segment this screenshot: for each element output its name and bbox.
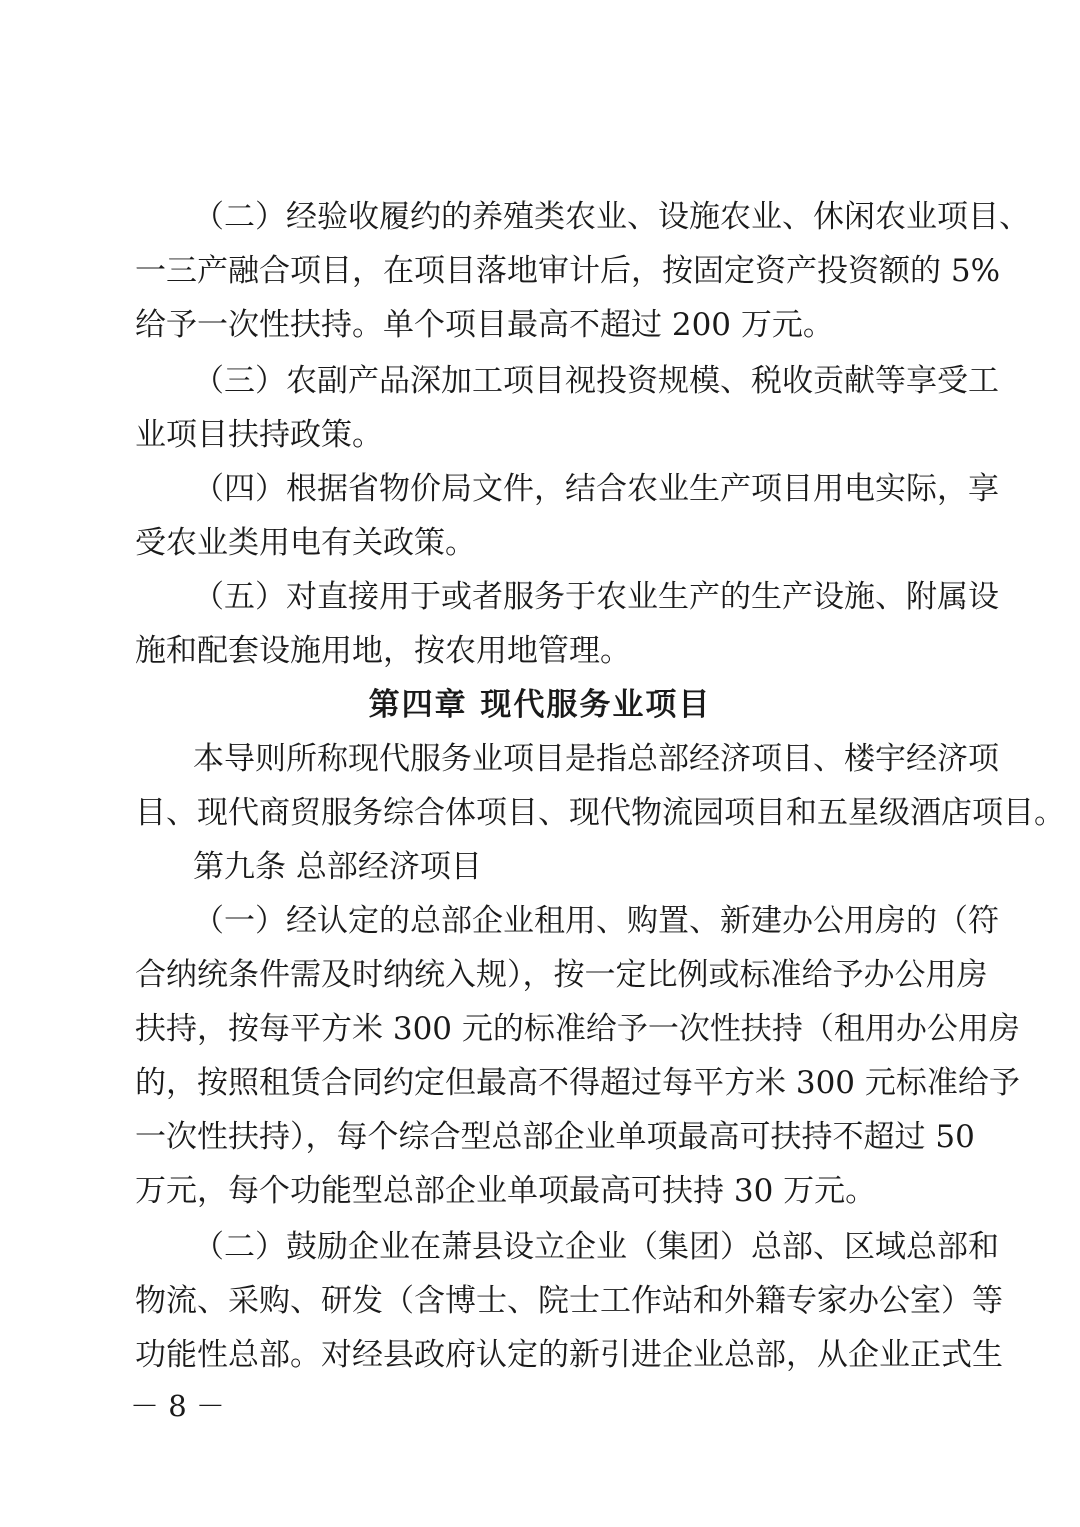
paragraph-line: 万元，每个功能型总部企业单项最高可扶持 30 万元。	[135, 1173, 877, 1209]
paragraph-line: （五）对直接用于或者服务于农业生产的生产设施、附属设	[193, 579, 999, 615]
paragraph-line: （三）农副产品深加工项目视投资规模、税收贡献等享受工	[193, 363, 999, 399]
paragraph-line: 物流、采购、研发（含博士、院士工作站和外籍专家办公室）等	[135, 1283, 1003, 1319]
paragraph-line: （二）鼓励企业在萧县设立企业（集团）总部、区域总部和	[193, 1229, 999, 1265]
paragraph-line: 受农业类用电有关政策。	[135, 525, 476, 561]
paragraph-line: （四）根据省物价局文件，结合农业生产项目用电实际，享	[193, 471, 999, 507]
paragraph-line: 合纳统条件需及时纳统入规），按一定比例或标准给予办公用房	[135, 957, 988, 993]
article-title: 第九条 总部经济项目	[193, 849, 482, 885]
paragraph-line: 一三产融合项目，在项目落地审计后，按固定资产投资额的 5%	[135, 253, 1001, 289]
paragraph-line: （一）经认定的总部企业租用、购置、新建办公用房的（符	[193, 903, 999, 939]
chapter-heading: 第四章 现代服务业项目	[368, 687, 712, 723]
page-number: － 8 －	[130, 1389, 225, 1423]
paragraph-line: 目、现代商贸服务综合体项目、现代物流园项目和五星级酒店项目。	[135, 795, 1065, 831]
paragraph-line: 功能性总部。对经县政府认定的新引进企业总部，从企业正式生	[135, 1337, 1003, 1373]
paragraph-line: （二）经验收履约的养殖类农业、设施农业、休闲农业项目、	[193, 199, 1030, 235]
paragraph-line: 业项目扶持政策。	[135, 417, 383, 453]
paragraph-line: 一次性扶持），每个综合型总部企业单项最高可扶持不超过 50	[135, 1119, 975, 1155]
paragraph-line: 给予一次性扶持。单个项目最高不超过 200 万元。	[135, 307, 834, 343]
paragraph-line: 扶持，按每平方米 300 元的标准给予一次性扶持（租用办公用房	[135, 1011, 1020, 1047]
paragraph-line: 本导则所称现代服务业项目是指总部经济项目、楼宇经济项	[193, 741, 999, 777]
paragraph-line: 施和配套设施用地，按农用地管理。	[135, 633, 631, 669]
paragraph-line: 的，按照租赁合同约定但最高不得超过每平方米 300 元标准给予	[135, 1065, 1020, 1101]
